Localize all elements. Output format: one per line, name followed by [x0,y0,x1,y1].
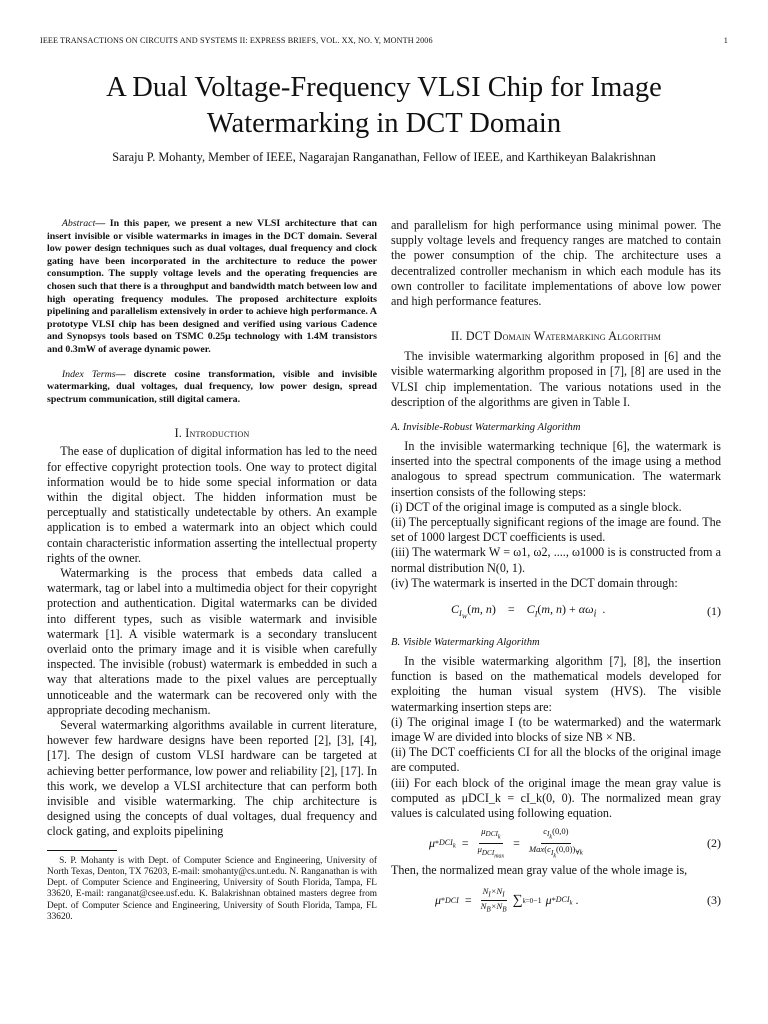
index-terms [47,369,377,407]
equation-2-body: μ * $DCI_k$ = $\frac{\mu_{DCI_k}}{\mu_{DCI_{max}}}$ = $\frac{c_{I_k}(0,0)}{Max(c_{I_k}(0,0))_{\forall k}}$ [429,825,583,859]
index-terms-label: Index Terms [61,368,116,380]
abstract-text: — In this paper, we present a new VLSI architecture that can insert invisible or visible watermarks in images in the DCT domain. Several low power design techniques such as dual voltages, dual frequency and clock gating have been incorporated in the architecture to reduce the power consumption. The supply voltage levels and the operating frequencies are chosen such that there is a throughput and bandwidth match between low and high operating frequency modules. The proposed architecture exploits pipelining and parallelism extensively in order to achieve high performance. A prototype VLSI chip has been designed and verified using various Cadence and Synopsys tools based on TSMC 0.25μ technology with 1.4M transistors and 0.3mW of average dynamic power. [47,218,377,355]
equation-1 [391,595,721,627]
subsectionA-paragraph: In the invisible watermarking technique [6], the watermark is inserted into the spectral components of the image using a method analogous to spread spectrum communication. The watermark insertion consists of the following steps: [391,439,721,499]
algorithm-step: (iii) For each block of the original image the mean gray value is computed as μDCI_k = cI_k(0, 0). The normalized mean gray values is calculated using following equation. [391,775,721,821]
running-header [40,36,728,45]
section2-paragraph: The invisible watermarking algorithm proposed in [6] and the visible watermarking algorithm proposed in [7], [8] are used in the VLSI chip implementation. The various notations used in the description of the algorithms are given in Table I. [391,349,721,409]
subsectionB-paragraph: In the visible watermarking algorithm [7], [8], the insertion function is based on the mathematical models developed for exploiting the human visual system (HVS). The visible watermarking insertion steps are: [391,654,721,714]
equation-2-number: (2) [707,835,721,850]
intro-paragraph: The ease of duplication of digital information has led to the need for effective copyright protection tools. One way to protect digital information would be to hide some special information or data within the digital object. The hidden information must be perceptually and statistically undetectable by others. An example application is to embed a watermark into an object which could contain characteristic information asserting the intellectual property rights of the owner. [47,444,377,565]
equation-1-number: (1) [707,603,721,618]
algorithm-step: (iii) The watermark W = ω1, ω2, ...., ω1000 is is constructed from a normal distribution N(0, 1). [391,545,721,575]
footnote-divider [47,850,117,851]
equation-1-body: $C_{I_W}(m$, n) = $C_I(m$, $n) + \alpha\omega_i$ . [451,601,606,621]
paper-title [40,70,728,142]
equation-2 [391,823,721,863]
subsection-heading-invisible: A. Invisible-Robust Watermarking Algorithm [391,422,581,434]
left-column [47,218,377,923]
author-footnote: S. P. Mohanty is with Dept. of Computer Science and Engineering, University of North Texas, Denton, TX 76203, E-mail: smohanty@cs.unt.edu. N. Ranganathan is with Dept. of Computer Science and Engineering, University of South Florida, Tampa, FL 33620, E-mail: ranganat@csee.usf.edu. K. Balakrishnan obtained masters degree from Dept. of Computer Science and Engineering, University of South Florida, Tampa, FL 33620. [47,855,377,923]
algorithm-step: (i) DCT of the original image is computed as a single block. [391,499,682,514]
index-terms-text: — discrete cosine transformation, visible and invisible watermarking, dual voltages, dual frequency, low power design, spread spectrum communication, still digital camera. [47,368,377,405]
equation-3-number: (3) [707,893,721,907]
algorithm-step: (i) The original image I (to be watermarked) and the watermark image W are divided into blocks of size NB × NB. [391,714,721,745]
continued-paragraph: and parallelism for high performance using minimal power. The supply voltage levels and frequency ranges are matched to contain the power consumption of the chip. The architecture uses a decentralized controller mechanism in which each module has its own controller to facilitate implementations of above low power and high performance features. [391,218,721,309]
page-number: 1 [723,36,728,45]
abstract-label: Abstract [61,218,96,229]
title-line-2: Watermarking in DCT Domain [206,108,562,139]
section-heading-dct-algorithm: II. DCT Domain Watermarking Algorithm [450,329,662,344]
section-heading-introduction: I. Introduction [174,426,250,441]
algorithm-step: (ii) The perceptually significant regions of the image are found. The set of 1000 largest DCT coefficients is used. [391,515,721,545]
equation-3-body: μ * DCI = $\frac{N_I\times N_I}{N_B\times N_B}$ ∑ k=0 −1 μ * $DCI_k$ . [435,886,579,914]
title-line-1: A Dual Voltage-Frequency VLSI Chip for Image [106,72,662,103]
journal-name: IEEE TRANSACTIONS ON CIRCUITS AND SYSTEMS II: EXPRESS BRIEFS, VOL. XX, NO. Y, MONTH 2006 [40,36,433,45]
abstract [47,218,377,357]
algorithm-step: (iv) The watermark is inserted in the DCT domain through: [391,575,678,590]
equation-3 [391,881,721,921]
algorithm-step: (ii) The DCT coefficients CI for all the blocks of the original image are computed. [391,745,721,775]
normalized-mean-text: Then, the normalized mean gray value of the whole image is, [391,863,688,878]
subsection-heading-visible: B. Visible Watermarking Algorithm [391,637,540,649]
intro-paragraph: Watermarking is the process that embeds data called a watermark, tag or label into a multimedia object for their copyright protection and authentication. Digital watermarks can be divided into different types, such as visible watermark and invisible watermark [1]. A visible watermark is a secondary translucent overlaid onto the primary image and it is visible when carefully inspected. The invisible (robust) watermark is embedded in such a way that alterations made to the pixel values are perceptually unnoticeable and the watermark can be recovered only with the appropriate decoding mechanism. [47,565,377,717]
author-list: Saraju P. Mohanty, Member of IEEE, Nagarajan Ranganathan, Fellow of IEEE, and Karthikeyan Balakrishnan [112,150,656,164]
intro-paragraph: Several watermarking algorithms available in current literature, however few hardware designs have been reported [2], [3], [4], [17]. The design of custom VLSI hardware can be targeted at achieving better performance, low power and reliability [2], [17]. In this work, we develop a VLSI architecture that can perform both invisible and visible watermarking. The chip architecture is designed using the concepts of dual voltages, dual frequency and clock gating, and exploits pipelining [47,717,377,839]
right-column [391,218,721,921]
